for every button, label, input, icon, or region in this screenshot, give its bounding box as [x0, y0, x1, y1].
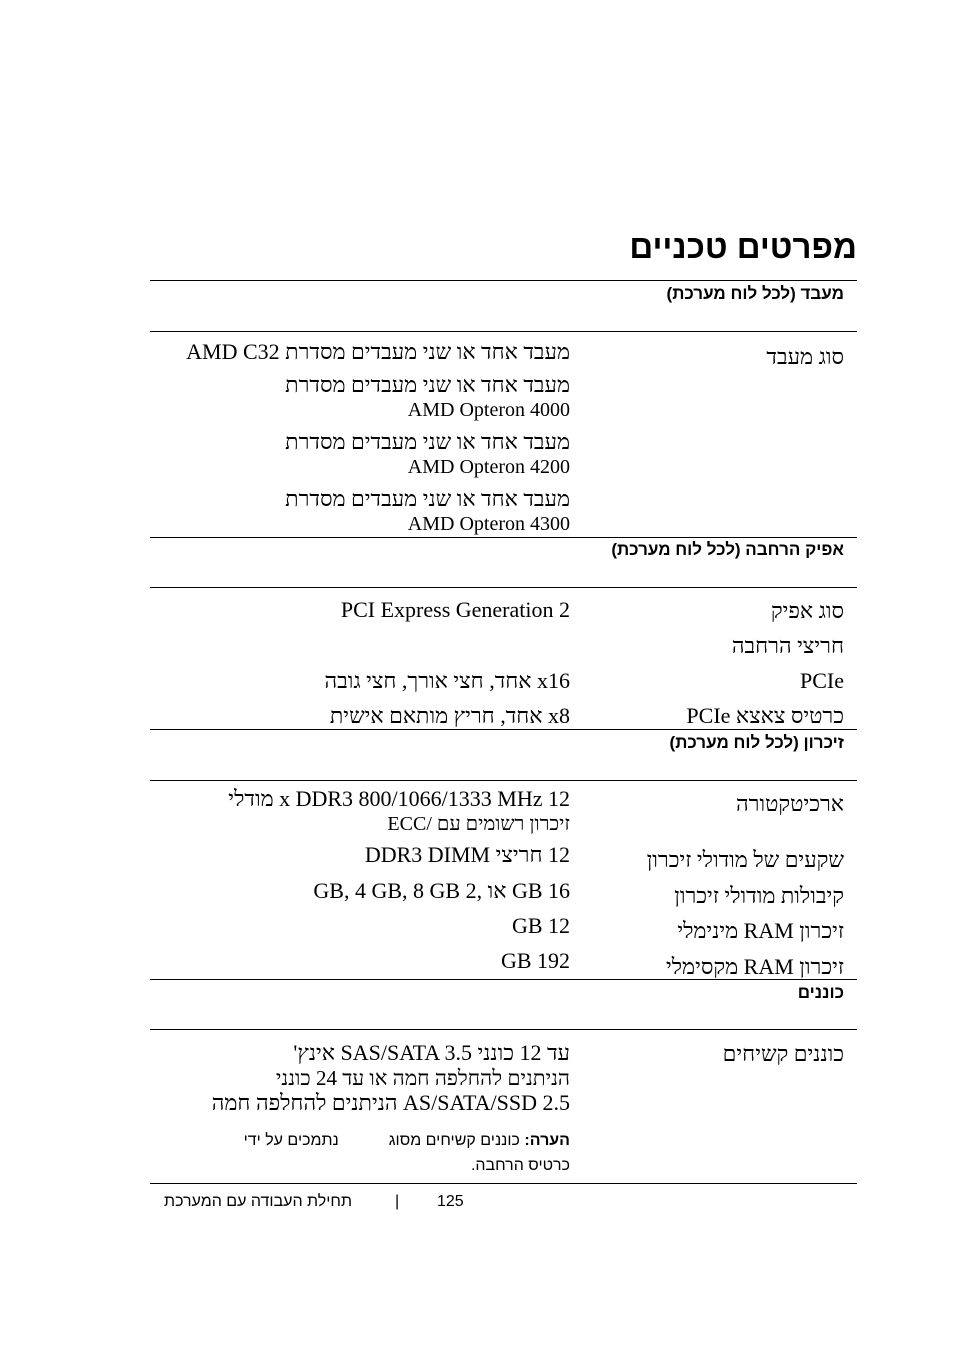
value-processor-4000: מעבד אחד או שני מעבדים מסדרת AMD Opteron 4000: [285, 372, 570, 421]
value-hard-drives: עד 12 כונני SAS/SATA 3.5 אינץ' הניתנים להחלפה חמה או עד 24 כונני AS/SATA/SSD 2.5 הניתנים להחלפה חמה: [211, 1040, 570, 1115]
section-heading-expansion: אפיק הרחבה (לכל לוח מערכת): [611, 540, 844, 559]
divider: [150, 1183, 857, 1184]
value-min-ram: GB 12: [511, 913, 570, 938]
value-pcie: x16 אחד, חצי אורך, חצי גובה: [324, 668, 570, 693]
value-architecture: 12 x DDR3 800/1066/1333 MHz מודלי זיכרון רשומים עם /ECC: [228, 786, 570, 835]
divider: [150, 729, 857, 730]
label-processor-type: סוג מעבד: [766, 344, 844, 369]
divider: [150, 780, 857, 781]
note-text-a: כוננים קשיחים מסוג: [388, 1132, 520, 1149]
divider: [150, 1029, 857, 1030]
page-title: מפרטים טכניים: [629, 228, 857, 265]
label-bus-type: סוג אפיק: [770, 598, 844, 623]
divider: [150, 979, 857, 980]
label-architecture: ארכיטקטורה: [736, 791, 844, 816]
value-max-ram: GB 192: [500, 948, 570, 973]
divider: [150, 587, 857, 588]
label-module-capacities: קיבולות מודולי זיכרון: [674, 883, 844, 908]
label-hard-drives: כוננים קשיחים: [722, 1041, 844, 1066]
value-module-capacities: GB 16 או ,GB, 4 GB, 8 GB 2: [313, 878, 570, 903]
value-processor-c32: מעבד אחד או שני מעבדים מסדרת AMD C32: [186, 339, 570, 364]
value-pcie-mezzanine: x8 אחד, חריץ מותאם אישית: [329, 703, 570, 728]
value-bus-type: PCI Express Generation 2: [340, 597, 570, 622]
label-memory-sockets: שקעים של מודולי זיכרון: [646, 847, 844, 872]
label-min-ram: זיכרון RAM מינימלי: [677, 918, 844, 943]
note-line2: כרטיס הרחבה.: [470, 1157, 570, 1174]
section-heading-drives: כוננים: [797, 983, 844, 1002]
label-expansion-slots: חריצי הרחבה: [731, 633, 844, 658]
divider: [150, 280, 857, 281]
drives-note: [244, 1128, 570, 1178]
page-number: 125: [437, 1193, 464, 1210]
footer-chapter: תחילת העבודה עם המערכת: [164, 1193, 352, 1210]
divider: [150, 331, 857, 332]
section-heading-memory: זיכרון (לכל לוח מערכת): [669, 733, 844, 752]
note-text-b: נתמכים על ידי: [243, 1132, 339, 1149]
value-processor-4300: מעבד אחד או שני מעבדים מסדרת AMD Opteron 4300: [285, 486, 570, 535]
label-max-ram: זיכרון RAM מקסימלי: [665, 954, 844, 979]
footer-separator: |: [395, 1193, 400, 1210]
value-memory-sockets: 12 חריצי DDR3 DIMM: [364, 842, 570, 867]
note-prefix: הערה:: [524, 1132, 570, 1149]
section-heading-processor: מעבד (לכל לוח מערכת): [666, 284, 844, 303]
value-processor-4200: מעבד אחד או שני מעבדים מסדרת AMD Opteron 4200: [285, 429, 570, 478]
label-pcie: PCIe: [800, 668, 844, 693]
divider: [150, 537, 857, 538]
label-pcie-mezzanine: כרטיס צאצא PCIe: [686, 703, 844, 728]
